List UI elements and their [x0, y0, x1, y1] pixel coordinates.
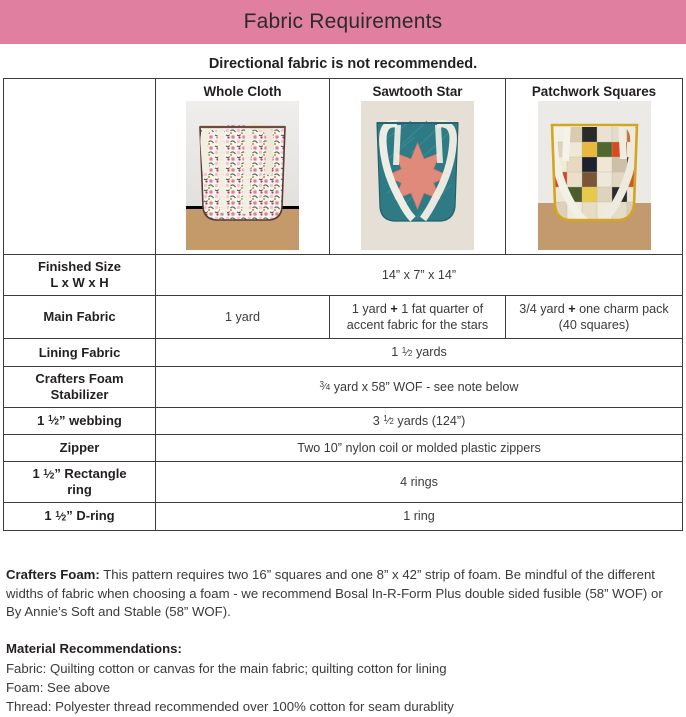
material-line-thread: Thread: Polyester thread recommended over 100% cotton for seam durablity	[6, 699, 454, 715]
row-label-line2: Stabilizer	[50, 386, 109, 402]
cell-finished-size-value: 14” x 7” x 14”	[156, 255, 683, 296]
table-row-d-ring	[4, 503, 683, 530]
column-header-label: Whole Cloth	[203, 83, 282, 99]
cell-rectangle-ring-value: 4 rings	[156, 462, 683, 503]
row-label-d-ring: 1 $^1⁄_2$” D-ring	[4, 503, 156, 530]
cell-main-fabric-whole-cloth: 1 yard	[156, 295, 330, 339]
crafters-foam-note-label: Crafters Foam:	[6, 567, 100, 582]
row-label-line2: L x W x H	[50, 274, 109, 290]
column-header-label: Patchwork Squares	[531, 83, 657, 99]
table-row-zipper	[4, 435, 683, 462]
column-header-label: Sawtooth Star	[372, 83, 463, 99]
cell-d-ring-value: 1 ring	[156, 503, 683, 530]
page-title: Fabric Requirements	[243, 10, 443, 33]
column-header-patchwork-squares	[506, 79, 683, 255]
table-row-main-fabric	[4, 295, 683, 339]
cell-main-fabric-sawtooth-star: 1 yard + 1 fat quarter of accent fabric for the stars	[330, 295, 506, 339]
table-row-lining-fabric	[4, 339, 683, 366]
patchwork-squares-tote-photo	[538, 101, 651, 250]
table-row-webbing	[4, 407, 683, 434]
crafters-foam-note-text: This pattern requires two 16” squares and one 8” x 42” strip of foam. Be mindful of the different widths of fabric when choosing a foam - we recommend Bosal In-R-Form Plus double sided fusible (58” WOF) or By Annie’s Soft and Stable (58” WOF).	[6, 567, 663, 620]
sawtooth-star-tote-photo	[361, 101, 474, 250]
material-recommendations-title: Material Recommendations:	[6, 641, 182, 656]
table-header-row	[4, 79, 683, 255]
row-label-main-fabric: Main Fabric	[4, 295, 156, 339]
table-row-crafters-foam-stabilizer	[4, 366, 683, 407]
directional-fabric-note: Directional fabric is not recommended.	[208, 56, 478, 72]
table-row-finished-size	[4, 255, 683, 296]
table-row-rectangle-ring	[4, 462, 683, 503]
row-label-zipper: Zipper	[4, 435, 156, 462]
row-label-line1: Finished Size	[37, 259, 122, 274]
cell-lining-fabric-value: 1 $^1⁄_2$ yards	[156, 339, 683, 366]
row-label-finished-size	[4, 255, 156, 296]
cell-webbing-value: 3 $^1⁄_2$ yards (124”)	[156, 407, 683, 434]
cell-crafters-foam-value: $^3⁄_4$ yard x 58” WOF - see note below	[156, 366, 683, 407]
row-label-line2: ring	[67, 482, 92, 498]
page-title-banner	[0, 0, 686, 44]
column-header-sawtooth-star	[330, 79, 506, 255]
crafters-foam-note	[6, 566, 678, 622]
material-recommendations	[6, 639, 678, 717]
cell-main-fabric-patchwork-squares: 3/4 yard + one charm pack (40 squares)	[506, 295, 683, 339]
row-label-webbing: 1 $^1⁄_2$” webbing	[4, 407, 156, 434]
row-label-rectangle-ring: 1 $^1⁄_2$” Rectangle ring	[4, 462, 156, 503]
material-line-fabric: Fabric: Quilting cotton or canvas for the main fabric; quilting cotton for lining	[6, 661, 447, 677]
whole-cloth-tote-photo	[186, 101, 299, 250]
fabric-requirements-table	[3, 78, 683, 531]
row-label-lining-fabric: Lining Fabric	[4, 339, 156, 366]
cell-zipper-value: Two 10” nylon coil or molded plastic zippers	[156, 435, 683, 462]
row-label-crafters-foam-stabilizer	[4, 366, 156, 407]
material-line-foam: Foam: See above	[6, 680, 111, 696]
column-header-whole-cloth	[156, 79, 330, 255]
row-label-line1: Crafters Foam	[35, 370, 124, 386]
table-corner-cell	[4, 79, 156, 255]
